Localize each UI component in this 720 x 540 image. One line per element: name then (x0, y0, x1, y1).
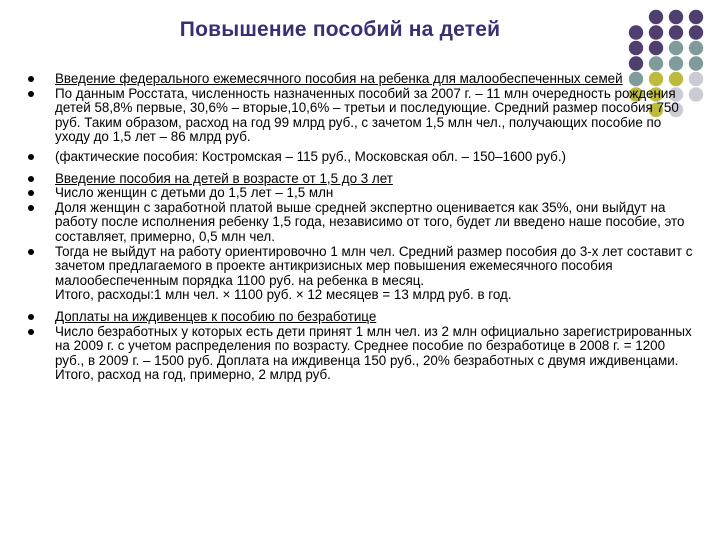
decorative-dot (649, 41, 663, 55)
list-item-rosstat-data: По данным Росстата, численность назначенных пособий за 2007 г. – 11 млн очередность рождения детей 58,8% первые, 30,6% – вторые,10,6% – третьи и последующие. Средний размер пособия 750 руб. Таким образом, расход на год 99 млрд руб., с зачетом 1,5 млн чел., получающих пособие по уходу до 1,5 лет – 86 млрд руб. (26, 87, 696, 145)
decorative-dot (669, 56, 683, 70)
decorative-dot (689, 56, 703, 70)
decorative-dot (689, 10, 703, 24)
decorative-dot (649, 56, 663, 70)
slide-content (26, 72, 696, 383)
list-item-unemployed-data: Число безработных у которых есть дети принят 1 млн чел. из 2 млн официально зарегистрированных на 2009 г. с учетом распределения по возрасту. Среднее пособие по безработице в 2008 г. = 1200 руб., в 2009 г. – 1500 руб. Доплата на иждивенца 150 руб., 20% безработных с двумя иждивенцами. Итого, расход на год, примерно, 2 млрд руб. (26, 325, 696, 383)
decorative-dot (669, 25, 683, 39)
decorative-dot (689, 25, 703, 39)
decorative-dot (629, 56, 643, 70)
decorative-dot (649, 10, 663, 24)
list-item-women-count: Число женщин с детьми до 1,5 лет – 1,5 млн (26, 186, 696, 201)
bullet (28, 329, 34, 335)
list-item-total-expense: Тогда не выйдут на работу ориентировочно 1 млн чел. Средний размер пособия до 3-х лет составит с зачетом предлагаемого в проекте антикризисных мер повышения ежемесячного пособия малообеспеченным порядка 1100 руб. на ребенка в месяц. Итого, расходы:1 млн чел. × 1100 руб. × 12 месяцев = 13 млрд руб. в год. (26, 245, 696, 303)
slide-title: Повышение пособий на детей (179, 18, 501, 41)
decorative-dot (649, 25, 663, 39)
decorative-dot (629, 41, 643, 55)
list-item-federal-benefit-heading: Введение федерального ежемесячного пособия на ребенка для малообеспеченных семей (26, 72, 696, 87)
decorative-dot (669, 10, 683, 24)
bullet (28, 249, 34, 255)
bullet (28, 91, 34, 97)
bullet (28, 176, 34, 182)
bullet (28, 205, 34, 211)
bullet (28, 76, 34, 82)
decorative-dot (629, 25, 643, 39)
list-item-women-share: Доля женщин с заработной платой выше средней экспертно оценивается как 35%, они выйдут на работу после исполнения ребенку 1,5 года, независимо от того, будет ли введено наше пособие, это составляет, примерно, 0,5 млн чел. (26, 201, 696, 245)
list-item-dependents-heading: Доплаты на иждивенцев к пособию по безработице (26, 310, 696, 325)
decorative-dot (669, 41, 683, 55)
list-item-childcare-benefit-heading: Введение пособия на детей в возрасте от 1,5 до 3 лет (26, 172, 696, 187)
bullet (28, 190, 34, 196)
bullet (28, 154, 34, 160)
bullet (28, 314, 34, 320)
decorative-dot (689, 41, 703, 55)
list-item-actual-benefits: (фактические пособия: Костромская – 115 руб., Московская обл. – 150–1600 руб.) (26, 150, 696, 165)
